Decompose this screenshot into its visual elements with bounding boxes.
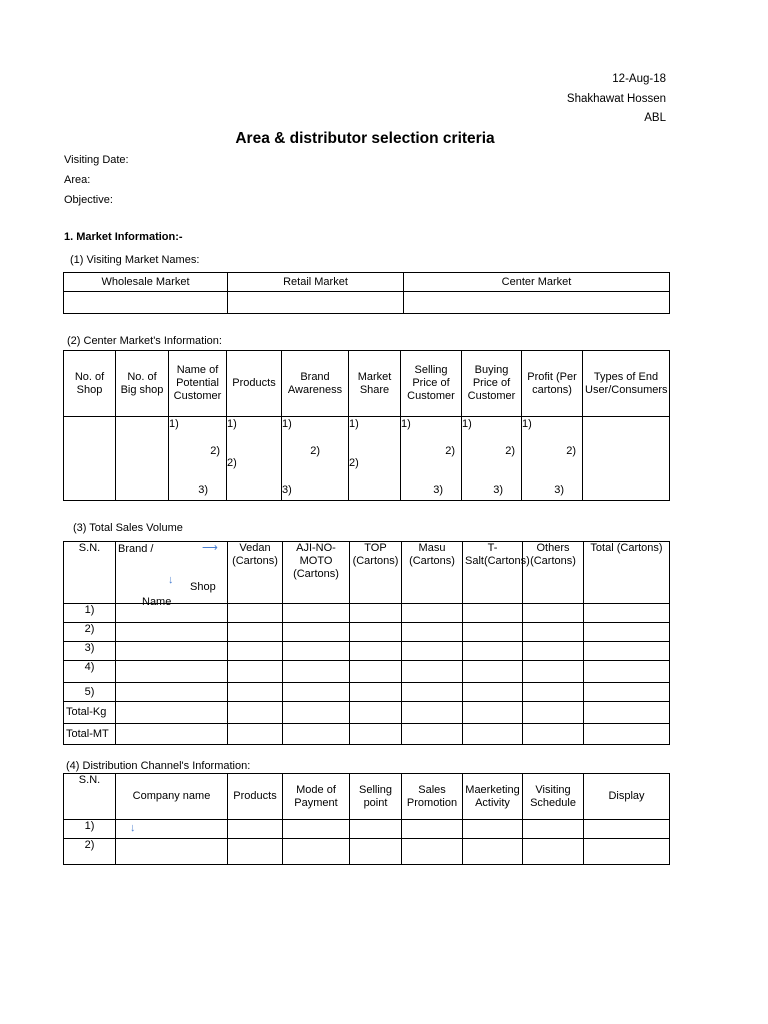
table-cell[interactable] xyxy=(584,820,670,839)
table-cell[interactable] xyxy=(228,702,283,724)
area-label: Area: xyxy=(64,174,91,186)
header-vedan: Vedan (Cartons) xyxy=(228,542,283,604)
header-no-of-big-shop: No. of Big shop xyxy=(116,351,169,417)
table-cell[interactable] xyxy=(350,604,402,623)
header-mode-of-payment: Mode of Payment xyxy=(283,774,350,820)
table-cell[interactable] xyxy=(402,604,463,623)
item-marker-1: 1) xyxy=(282,418,292,430)
row-label: 3) xyxy=(64,642,116,661)
table-cell[interactable] xyxy=(228,292,404,314)
table-cell[interactable] xyxy=(463,604,523,623)
table-cell[interactable] xyxy=(350,820,402,839)
item-marker-2: 2) xyxy=(445,445,455,457)
header-products: Products xyxy=(227,351,282,417)
header-name-label: Name xyxy=(142,596,172,608)
arrow-down-icon: ↓ xyxy=(130,822,136,834)
table-cell[interactable] xyxy=(523,661,584,683)
table-cell[interactable] xyxy=(584,839,670,865)
section-market-information: 1. Market Information:- xyxy=(64,231,183,243)
table-cell[interactable] xyxy=(116,642,228,661)
table-cell[interactable] xyxy=(462,417,522,501)
table-cell[interactable] xyxy=(402,642,463,661)
table-cell[interactable] xyxy=(402,839,463,865)
item-marker-3: 3) xyxy=(282,484,292,496)
item-marker-2: 2) xyxy=(349,457,359,469)
row-label: Total-Kg xyxy=(64,702,116,724)
header-display: Display xyxy=(584,774,670,820)
table-cell[interactable] xyxy=(116,724,228,745)
visiting-date-label: Visiting Date: xyxy=(64,154,129,166)
header-profit: Profit (Per cartons) xyxy=(522,351,583,417)
table-cell[interactable] xyxy=(523,604,584,623)
table-cell[interactable] xyxy=(584,661,670,683)
header-name: Shakhawat Hossen xyxy=(566,93,666,105)
table-cell[interactable] xyxy=(283,683,350,702)
table-cell[interactable] xyxy=(463,702,523,724)
table-cell[interactable] xyxy=(350,724,402,745)
table-cell[interactable] xyxy=(402,683,463,702)
table-cell[interactable] xyxy=(228,623,283,642)
objective-label: Objective: xyxy=(64,194,113,206)
item-marker-3: 3) xyxy=(433,484,443,496)
header-others: Others (Cartons) xyxy=(523,542,584,604)
table-cell[interactable] xyxy=(404,292,670,314)
header-company-name: Company name xyxy=(116,774,228,820)
table-cell[interactable] xyxy=(116,623,228,642)
table-cell[interactable] xyxy=(228,820,283,839)
table-cell[interactable] xyxy=(463,623,523,642)
table-cell[interactable] xyxy=(350,642,402,661)
table-cell[interactable] xyxy=(402,661,463,683)
item-marker-1: 1) xyxy=(462,418,472,430)
table-cell[interactable] xyxy=(523,839,584,865)
table-cell[interactable] xyxy=(64,417,116,501)
table-cell[interactable] xyxy=(463,642,523,661)
table-cell[interactable] xyxy=(350,683,402,702)
header-buying-price: Buying Price of Customer xyxy=(462,351,522,417)
item-marker-3: 3) xyxy=(554,484,564,496)
item-marker-1: 1) xyxy=(349,418,359,430)
table-cell[interactable] xyxy=(228,724,283,745)
table-cell[interactable] xyxy=(228,642,283,661)
table-cell[interactable] xyxy=(523,702,584,724)
table-cell[interactable] xyxy=(401,417,462,501)
row-label: Total-MT xyxy=(64,724,116,745)
header-brand-label: Brand / xyxy=(118,543,154,555)
distribution-channel-table xyxy=(63,773,670,865)
table-cell[interactable] xyxy=(116,839,228,865)
row-label: 1) xyxy=(64,820,116,839)
header-total: Total (Cartons) xyxy=(584,542,670,604)
header-selling-price: Selling Price of Customer xyxy=(401,351,462,417)
visiting-market-names-caption: (1) Visiting Market Names: xyxy=(70,254,200,266)
header-visiting-schedule: Visiting Schedule xyxy=(523,774,584,820)
arrow-down-icon: ↓ xyxy=(168,574,174,586)
table-cell[interactable] xyxy=(584,724,670,745)
table-cell[interactable] xyxy=(283,820,350,839)
item-marker-1: 1) xyxy=(227,418,237,430)
arrow-right-icon: ⟶ xyxy=(202,542,218,554)
table-cell[interactable] xyxy=(116,661,228,683)
table-cell[interactable] xyxy=(283,724,350,745)
table-cell[interactable] xyxy=(523,623,584,642)
table-cell[interactable] xyxy=(64,292,228,314)
header-masu: Masu (Cartons) xyxy=(402,542,463,604)
header-ajinomoto: AJI-NO-MOTO (Cartons) xyxy=(283,542,350,604)
header-products: Products xyxy=(228,774,283,820)
item-marker-2: 2) xyxy=(505,445,515,457)
header-no-of-shop: No. of Shop xyxy=(64,351,116,417)
table-cell[interactable] xyxy=(116,683,228,702)
table-cell[interactable] xyxy=(283,642,350,661)
table-cell[interactable] xyxy=(283,839,350,865)
table-cell[interactable] xyxy=(283,702,350,724)
table-cell[interactable] xyxy=(116,702,228,724)
table-cell[interactable] xyxy=(169,417,227,501)
header-end-user-types: Types of End User/Consumers xyxy=(583,351,670,417)
visiting-market-table xyxy=(63,272,670,314)
table-cell[interactable] xyxy=(228,661,283,683)
header-org: ABL xyxy=(644,112,666,124)
header-sn: S.N. xyxy=(64,542,116,604)
item-marker-3: 3) xyxy=(198,484,208,496)
row-label: 1) xyxy=(64,604,116,623)
table-cell[interactable] xyxy=(350,661,402,683)
item-marker-2: 2) xyxy=(310,445,320,457)
table-cell[interactable] xyxy=(523,683,584,702)
table-cell[interactable] xyxy=(228,683,283,702)
distribution-channel-caption: (4) Distribution Channel's Information: xyxy=(66,760,251,772)
item-marker-2: 2) xyxy=(566,445,576,457)
header-retail-market: Retail Market xyxy=(228,273,404,292)
table-cell[interactable] xyxy=(463,724,523,745)
header-sales-promotion: Sales Promotion xyxy=(402,774,463,820)
table-cell[interactable] xyxy=(583,417,670,501)
row-label: 4) xyxy=(64,661,116,683)
table-cell[interactable] xyxy=(228,839,283,865)
header-t-salt: T-Salt(Cartons) xyxy=(463,542,523,604)
table-cell[interactable] xyxy=(350,839,402,865)
table-cell[interactable] xyxy=(402,724,463,745)
item-marker-2: 2) xyxy=(210,445,220,457)
total-sales-volume-caption: (3) Total Sales Volume xyxy=(73,522,183,534)
table-cell[interactable] xyxy=(463,820,523,839)
table-cell[interactable] xyxy=(116,820,228,839)
header-potential-customer: Name of Potential Customer xyxy=(169,351,227,417)
row-label: 2) xyxy=(64,839,116,865)
center-market-information-caption: (2) Center Market's Information: xyxy=(67,335,222,347)
table-cell[interactable] xyxy=(350,702,402,724)
table-cell[interactable] xyxy=(584,623,670,642)
table-cell[interactable] xyxy=(402,820,463,839)
header-center-market: Center Market xyxy=(404,273,670,292)
table-cell[interactable] xyxy=(584,604,670,623)
item-marker-1: 1) xyxy=(522,418,532,430)
table-cell[interactable] xyxy=(522,417,583,501)
table-cell[interactable] xyxy=(227,417,282,501)
header-market-share: Market Share xyxy=(349,351,401,417)
header-marketing-activity: Maerketing Activity xyxy=(463,774,523,820)
header-top: TOP (Cartons) xyxy=(350,542,402,604)
document-title: Area & distributor selection criteria xyxy=(235,130,495,147)
table-cell[interactable] xyxy=(523,642,584,661)
table-cell[interactable] xyxy=(283,604,350,623)
table-cell[interactable] xyxy=(350,623,402,642)
table-cell[interactable] xyxy=(523,820,584,839)
table-cell[interactable] xyxy=(584,683,670,702)
table-cell[interactable] xyxy=(463,661,523,683)
table-cell[interactable] xyxy=(584,642,670,661)
item-marker-3: 3) xyxy=(493,484,503,496)
table-cell[interactable] xyxy=(228,604,283,623)
item-marker-2: 2) xyxy=(227,457,237,469)
header-selling-point: Selling point xyxy=(350,774,402,820)
header-sn: S.N. xyxy=(64,774,116,820)
row-label: 5) xyxy=(64,683,116,702)
table-cell[interactable] xyxy=(116,604,228,623)
header-wholesale-market: Wholesale Market xyxy=(64,273,228,292)
header-brand-shop xyxy=(116,542,228,608)
table-cell[interactable] xyxy=(584,702,670,724)
item-marker-1: 1) xyxy=(401,418,411,430)
table-cell[interactable] xyxy=(282,417,349,501)
item-marker-1: 1) xyxy=(169,418,179,430)
total-sales-volume-table xyxy=(63,541,670,745)
header-brand-awareness: Brand Awareness xyxy=(282,351,349,417)
table-cell[interactable] xyxy=(283,661,350,683)
table-cell[interactable] xyxy=(523,724,584,745)
row-label: 2) xyxy=(64,623,116,642)
table-cell[interactable] xyxy=(402,702,463,724)
table-cell[interactable] xyxy=(402,623,463,642)
table-cell[interactable] xyxy=(283,623,350,642)
header-date: 12-Aug-18 xyxy=(612,73,666,85)
table-cell[interactable] xyxy=(349,417,401,501)
center-market-table xyxy=(63,350,670,501)
header-shop-label: Shop xyxy=(190,581,216,593)
table-cell[interactable] xyxy=(116,417,169,501)
table-cell[interactable] xyxy=(463,683,523,702)
table-cell[interactable] xyxy=(463,839,523,865)
